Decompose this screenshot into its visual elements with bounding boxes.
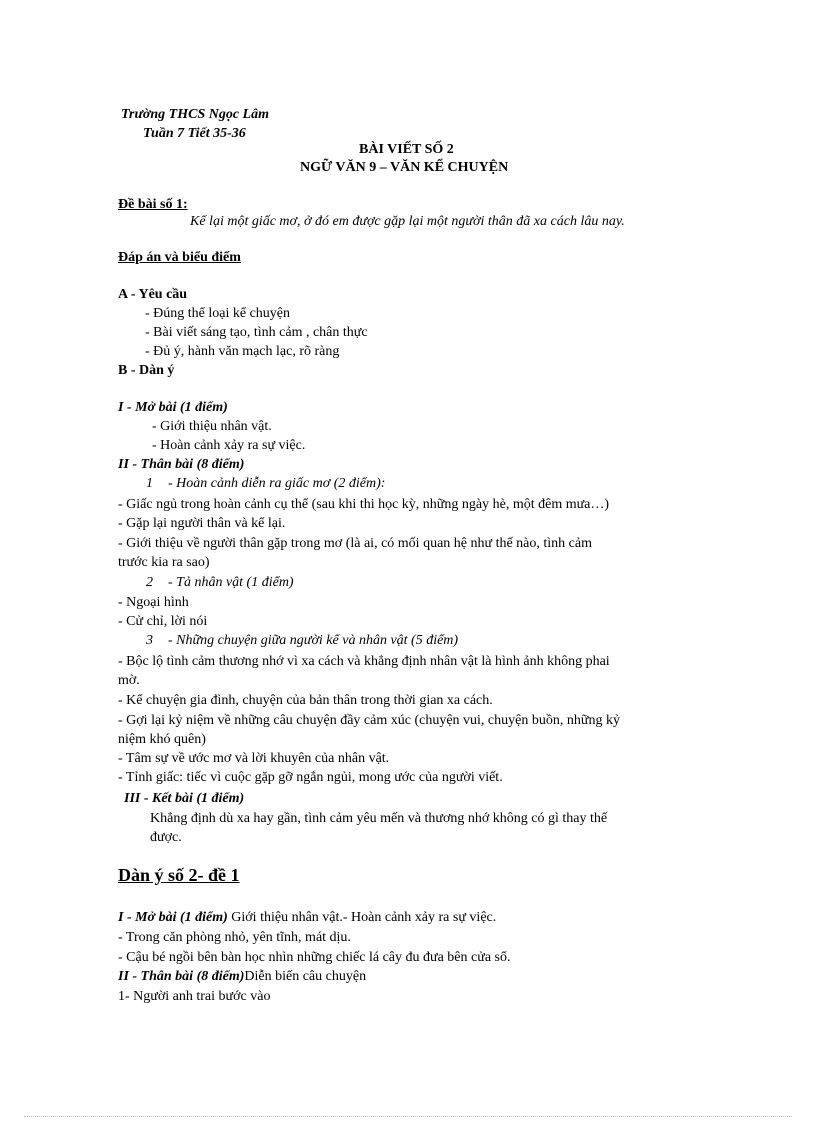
outline2-body-heading: II - Thân bài (8 điểm) [118,969,245,984]
body-sub3-item: - Tỉnh giấc: tiếc vì cuộc gặp gỡ ngắn ngủi, mong ước của người viết. [118,770,503,785]
conclusion-line: được. [150,830,182,845]
requirements-heading: A - Yêu cầu [118,287,188,302]
body-sub1-item: trước kia ra sao) [118,555,210,570]
body-sub2-item: - Ngoại hình [118,595,189,610]
topic-text: Kể lại một giấc mơ, ở đó em được gặp lại một người thân đã xa cách lâu nay. [190,214,625,229]
body-sub2-title: - Tả nhân vật (1 điểm) [168,575,294,590]
page-bottom-divider [24,1116,792,1117]
answer-heading: Đáp án và biểu điểm [118,250,241,265]
intro-heading: I - Mở bài (1 điểm) [118,400,228,415]
requirement-item: - Bài viết sáng tạo, tình cảm , chân thực [145,325,368,340]
body-sub1-title: - Hoàn cảnh diễn ra giấc mơ (2 điểm): [168,476,386,491]
outline2-body-text: Diễn biến câu chuyện [244,969,367,984]
body-heading: II - Thân bài (8 điểm) [118,457,245,472]
outline2-body-line [118,967,366,986]
body-sub1-number: 1 [146,476,153,491]
conclusion-heading: III - Kết bài (1 điểm) [124,791,245,806]
body-sub3-item: - Bộc lộ tình cảm thương nhớ vì xa cách và khẳng định nhân vật là hình ảnh không phai [118,654,610,669]
outline2-intro-text: Giới thiệu nhân vật.- Hoàn cảnh xảy ra sự việc. [227,910,497,925]
body-sub3-item: - Gợi lại kỷ niệm về những câu chuyện đầy cảm xúc (chuyện vui, chuyện buồn, những kỷ [118,713,620,728]
body-sub1-item: - Gặp lại người thân và kể lại. [118,516,286,531]
body-sub1-item: - Giới thiệu về người thân gặp trong mơ (là ai, có mối quan hệ như thế nào, tình cảm [118,536,592,551]
body-sub2-number: 2 [146,575,153,590]
requirement-item: - Đúng thể loại kể chuyện [145,306,291,321]
body-sub3-item: niệm khó quên) [118,732,206,747]
week-lesson: Tuần 7 Tiết 35-36 [143,126,246,141]
outline2-heading: Dàn ý số 2- đề 1 [118,865,240,885]
conclusion-line: Khẳng định dù xa hay gần, tình cảm yêu mến và thương nhớ không có gì thay thế [150,811,608,826]
body-sub3-title: - Những chuyện giữa người kể và nhân vật (5 điểm) [168,633,459,648]
document-subtitle: NGỮ VĂN 9 – VĂN KỂ CHUYỆN [300,160,509,175]
outline2-item: - Cậu bé ngồi bên bàn học nhìn những chiếc lá cây đu đưa bên cửa sổ. [118,950,511,965]
school-name: Trường THCS Ngọc Lâm [121,107,269,122]
outline2-item: - Trong căn phòng nhỏ, yên tĩnh, mát dịu. [118,930,351,945]
body-sub3-number: 3 [146,633,153,648]
outline2-last-line: 1- Người anh trai bước vào [118,989,271,1004]
requirement-item: - Đủ ý, hành văn mạch lạc, rõ ràng [145,344,340,359]
outline2-intro-line [118,908,496,927]
intro-item: - Giới thiệu nhân vật. [152,419,272,434]
outline-heading: B - Dàn ý [118,363,175,378]
body-sub2-item: - Cử chỉ, lời nói [118,614,208,629]
body-sub3-item: - Kể chuyện gia đình, chuyện của bản thân trong thời gian xa cách. [118,693,493,708]
intro-item: - Hoàn cảnh xảy ra sự việc. [152,438,306,453]
outline2-intro-heading: I - Mở bài (1 điểm) [118,910,228,925]
document-title: BÀI VIẾT SỐ 2 [359,142,454,157]
body-sub3-item: mờ. [118,673,140,688]
topic-label: Đề bài số 1: [118,197,188,212]
body-sub1-item: - Giấc ngủ trong hoàn cảnh cụ thể (sau khi thi học kỳ, những ngày hè, một đêm mưa…) [118,497,610,512]
body-sub3-item: - Tâm sự về ước mơ và lời khuyên của nhân vật. [118,751,390,766]
